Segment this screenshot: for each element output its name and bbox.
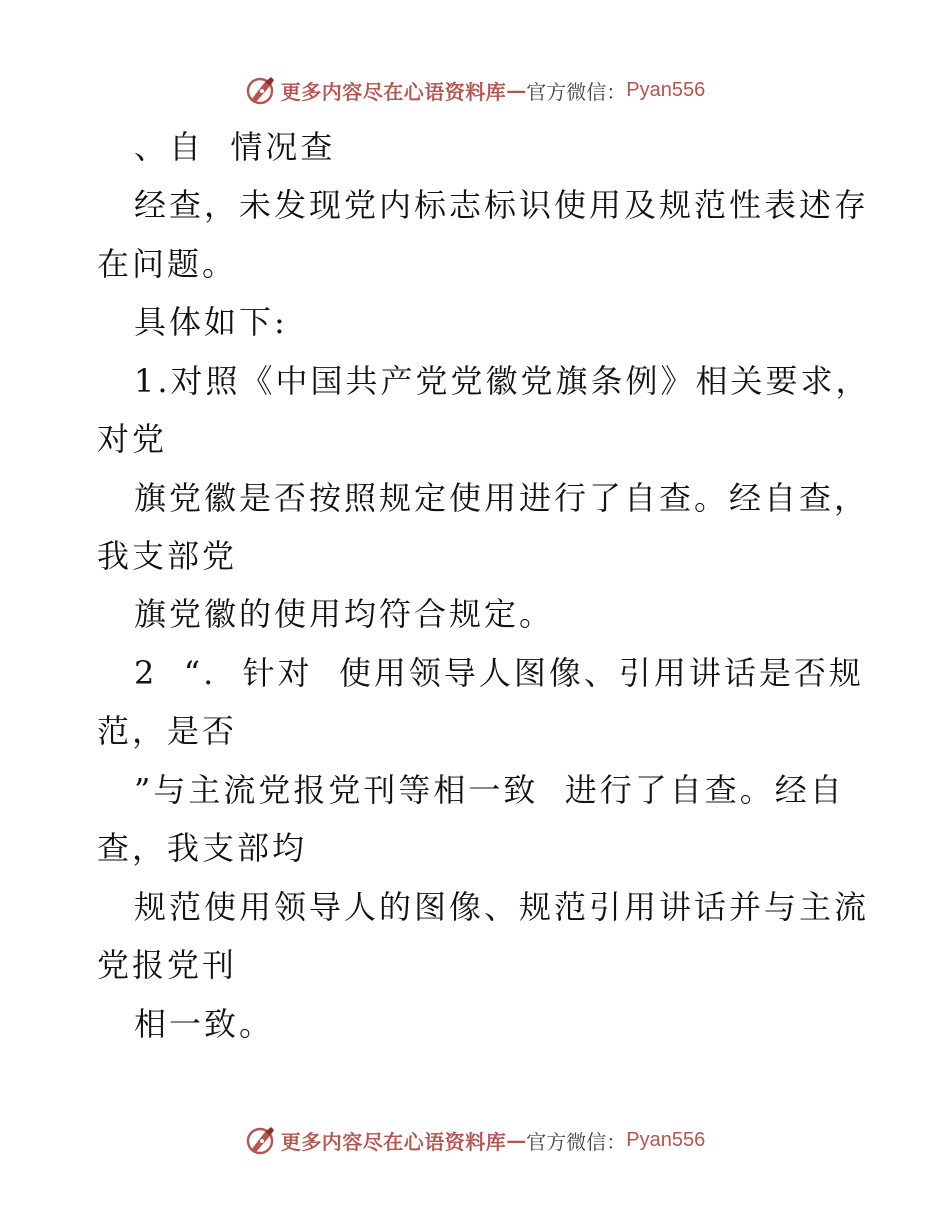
list-item-2-line: 查，我支部均 <box>97 829 308 867</box>
pen-nib-seal-icon <box>245 1124 277 1156</box>
list-item-2-line: 党报党刊 <box>97 946 238 984</box>
paragraph-line: 具体如下: <box>134 303 288 341</box>
watermark-wechat-label: 官方微信： <box>526 79 627 104</box>
pen-nib-seal-icon <box>245 74 277 106</box>
list-item-1-line: 对党 <box>97 420 168 458</box>
watermark-dash: — <box>506 1128 527 1152</box>
list-item-1-line: 1.对照《中国共产党党徽党旗条例》相关要求， <box>134 362 871 400</box>
paragraph-line: 在问题。 <box>97 245 238 283</box>
list-item-1-line: 我支部党 <box>97 537 238 575</box>
footer-watermark <box>0 1123 950 1157</box>
watermark-dash: — <box>506 78 527 102</box>
watermark-wechat-id: Pyan556 <box>626 1128 706 1151</box>
watermark-slogan: 更多内容尽在心语资料库 <box>280 79 507 104</box>
list-item-1-line: 旗党徽的使用均符合规定。 <box>134 595 555 633</box>
list-item-2-line: 相一致。 <box>134 1005 275 1043</box>
watermark-slogan: 更多内容尽在心语资料库 <box>280 1129 507 1154</box>
watermark-wechat-id: Pyan556 <box>626 78 706 101</box>
watermark-wechat-label: 官方微信： <box>526 1129 627 1154</box>
header-watermark <box>0 73 950 107</box>
list-item-1-line: 旗党徽是否按照规定使用进行了自查。经自查， <box>134 479 870 517</box>
list-item-2-line: 规范使用领导人的图像、规范引用讲话并与主流 <box>134 888 870 926</box>
list-item-2-line: 范，是否 <box>97 712 238 750</box>
list-item-2-line: ”与主流党报党刊等相一致 进行了自查。经自 <box>134 771 845 809</box>
paragraph-line: 经查，未发现党内标志标识使用及规范性表述存 <box>134 186 870 224</box>
section-heading: 、自 情况查 <box>134 128 336 166</box>
list-item-2-line: 2 “. 针对 使用领导人图像、引用讲话是否规 <box>134 654 864 692</box>
